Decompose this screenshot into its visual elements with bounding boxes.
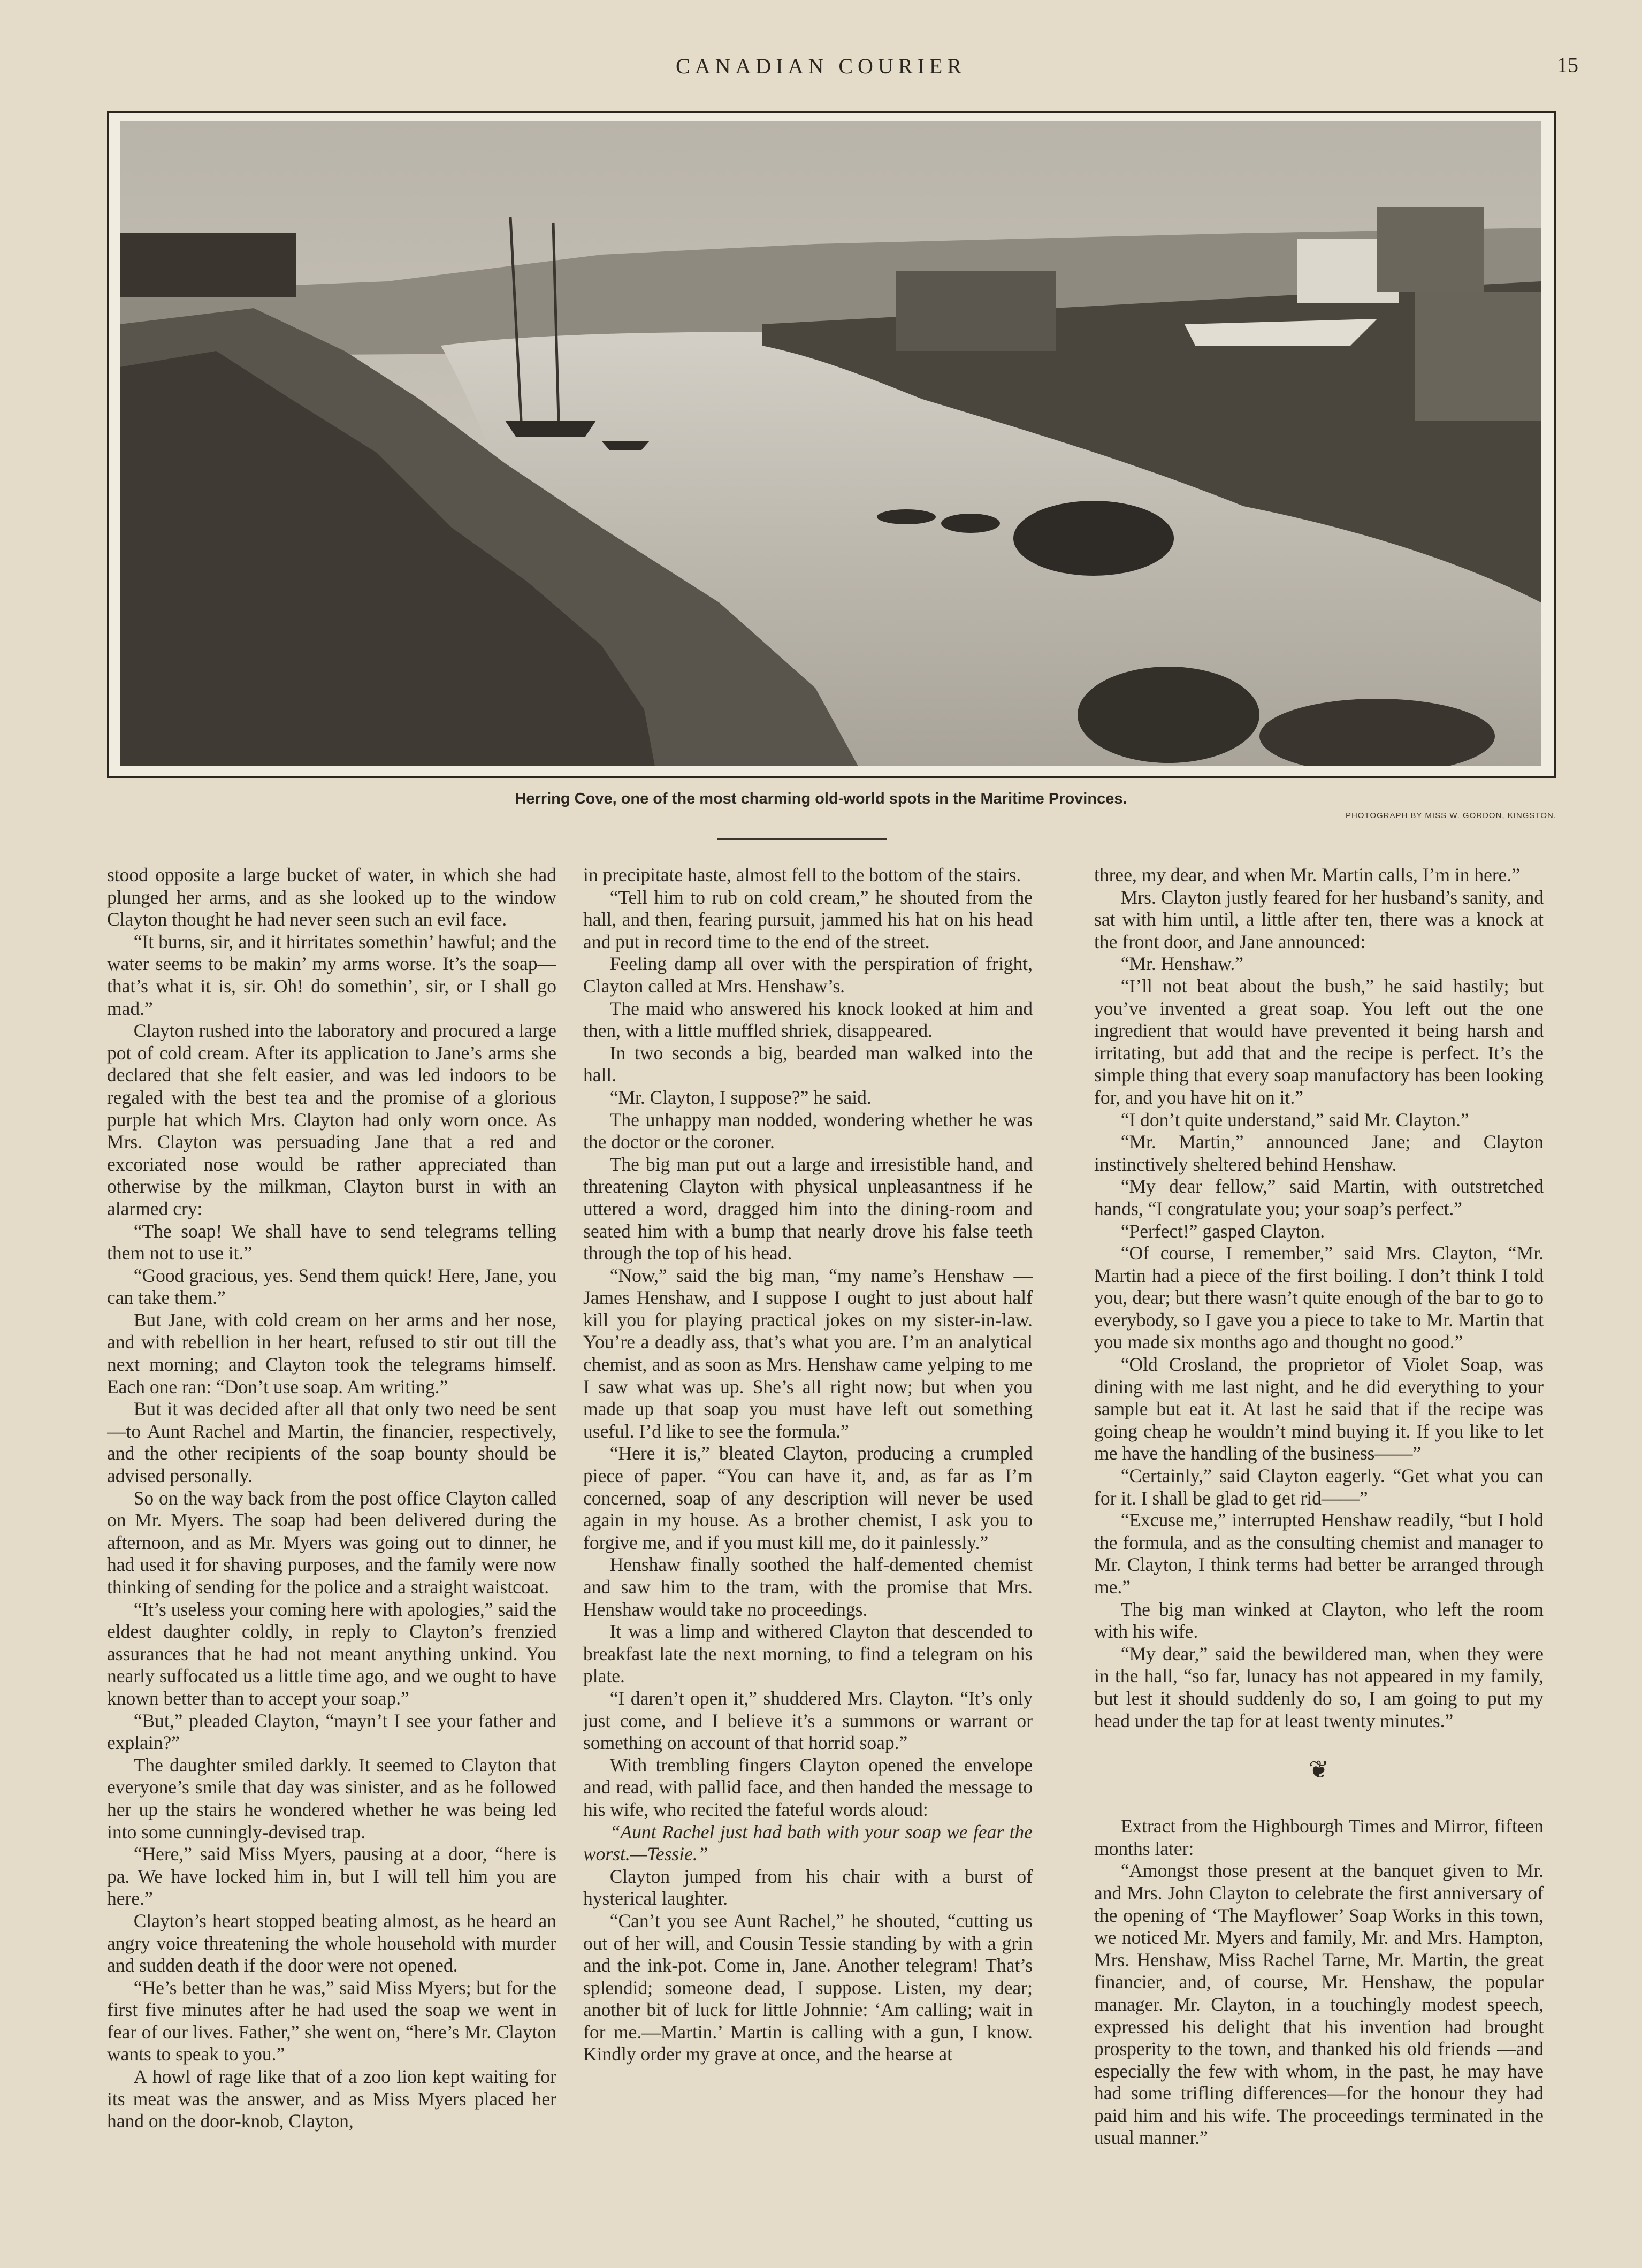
text-column-3: [1094, 864, 1544, 2234]
paragraph: Extract from the Highbourgh Times and Mirror, fifteen months later:: [1094, 1815, 1544, 1859]
paragraph: “Old Crosland, the proprietor of Violet Soap, was dining with me last night, and he did everything to your sample but eat it. At last he said that if the recipe was going cheap he wouldn’t mind buying it. If you like to let me have the handling of the business——”: [1094, 1354, 1544, 1464]
paragraph: “But,” pleaded Clayton, “mayn’t I see your father and explain?”: [107, 1709, 556, 1754]
paragraph: The daughter smiled darkly. It seemed to Clayton that everyone’s smile that day was sinister, and as he followed her up the stairs he wondered whether he was being led into some cunningly-devised trap.: [107, 1754, 556, 1843]
paragraph: The unhappy man nodded, wondering whether he was the doctor or the coroner.: [583, 1109, 1033, 1153]
harbour-photo-illustration: [120, 121, 1541, 766]
paragraph: The big man put out a large and irresistible hand, and threatening Clayton with physical unpleasantness if he uttered a word, dragged him into the dining-room and seated him with a bump that nearly drove his false teeth through the top of his head.: [583, 1153, 1033, 1264]
paragraph: “My dear fellow,” said Martin, with outstretched hands, “I congratulate you; your soap’s perfect.”: [1094, 1175, 1544, 1219]
paragraph: “I don’t quite understand,” said Mr. Clayton.”: [1120, 1109, 1469, 1131]
paragraph: “Good gracious, yes. Send them quick! Here, Jane, you can take them.”: [107, 1264, 556, 1309]
paragraph: “Now,” said the big man, “my name’s Henshaw —James Henshaw, and I suppose I ought to just about half kill you for playing practical jokes on my sister-in-law. You’re a deadly ass, that’s what you are. I’m an analytical chemist, and as soon as Mrs. Henshaw came yelping to me I saw what was up. She’s all right now; but when you made up that soap you must have left out something useful. I’d like to see the formula.”: [583, 1264, 1033, 1442]
paragraph: Clayton rushed into the laboratory and procured a large pot of cold cream. After its application to Jane’s arms she declared that she felt easier, and was led indoors to be regaled with the best tea and the promise of a glorious purple hat which Mrs. Clayton had only worn once. As Mrs. Clayton was persuading Jane that a red and excoriated nose would be rather appreciated than otherwise by the milkman, Clayton burst in with an alarmed cry:: [107, 1020, 556, 1219]
photo-caption: Herring Cove, one of the most charming old-world spots in the Maritime Provinces.: [515, 790, 1127, 807]
paragraph: “It burns, sir, and it hirritates somethin’ hawful; and the water seems to be makin’ my arms worse. It’s the soap—that’s what it is, sir. Oh! do somethin’, sir, or I shall go mad.”: [107, 930, 556, 1019]
paragraph: Mrs. Clayton justly feared for her husband’s sanity, and sat with him until, a little after ten, there was a knock at the front door, and Jane announced:: [1094, 886, 1544, 952]
paragraph: Feeling damp all over with the perspiration of fright, Clayton called at Mrs. Henshaw’s.: [583, 953, 1033, 997]
paragraph: Henshaw finally soothed the half-demented chemist and saw him to the tram, with the promise that Mrs. Henshaw would take no proceedings.: [583, 1554, 1033, 1620]
photo-frame: [107, 111, 1556, 778]
paragraph: “Certainly,” said Clayton eagerly. “Get what you can for it. I shall be glad to get rid——”: [1094, 1465, 1544, 1509]
paragraph: Clayton’s heart stopped beating almost, as he heard an angry voice threatening the whole household with murder and sudden death if the door were not opened.: [107, 1910, 556, 1976]
section-divider: [717, 838, 887, 840]
paragraph: The big man winked at Clayton, who left the room with his wife.: [1094, 1598, 1544, 1643]
paragraph: “It’s useless your coming here with apologies,” said the eldest daughter coldly, in reply to Clayton’s frenzied assurances that he had not meant anything unkind. You nearly suffocated us a little time ago, and we ought to have known better than to accept your soap.”: [107, 1598, 556, 1709]
paragraph: “Excuse me,” interrupted Henshaw readily, “but I hold the formula, and as the consulting chemist and manager to Mr. Clayton, I think terms had better be arranged through me.”: [1094, 1509, 1544, 1598]
paragraph: “Of course, I remember,” said Mrs. Clayton, “Mr. Martin had a piece of the first boiling. I don’t think I told you, dear; but there wasn’t quite enough of the bar to go to everybody, so I gave you a piece to take to Mr. Martin that you made six months ago and thought no good.”: [1094, 1242, 1544, 1353]
paragraph: “Here it is,” bleated Clayton, producing a crumpled piece of paper. “You can have it, and, as far as I’m concerned, soap of any description will never be used again in my house. As a brother chemist, I ask you to forgive me, and if you must kill me, do it painlessly.”: [583, 1442, 1033, 1553]
paragraph: A howl of rage like that of a zoo lion kept waiting for its meat was the answer, and as Miss Myers placed her hand on the door-knob, Clayton,: [107, 2066, 556, 2132]
paragraph: “He’s better than he was,” said Miss Myers; but for the first five minutes after he had used the soap we went in fear of our lives. Father,” she went on, “here’s Mr. Clayton wants to speak to you.”: [107, 1976, 556, 2065]
paragraph: The maid who answered his knock looked at him and then, with a little muffled shriek, disappeared.: [583, 997, 1033, 1042]
paragraph: in precipitate haste, almost fell to the bottom of the stairs.: [583, 864, 1021, 885]
paragraph: “Mr. Martin,” announced Jane; and Clayton instinctively sheltered behind Henshaw.: [1094, 1131, 1544, 1175]
paragraph: “Tell him to rub on cold cream,” he shouted from the hall, and then, fearing pursuit, jammed his hat on his head and put in record time to the end of the street.: [583, 886, 1033, 952]
section-break: [1094, 1752, 1544, 1788]
page-number: 15: [1557, 53, 1578, 77]
paragraph: But Jane, with cold cream on her arms and her nose, and with rebellion in her heart, refused to stir out till the next morning; and Clayton took the telegrams himself. Each one ran: “Don’t use soap. Am writing.”: [107, 1309, 556, 1398]
fleuron-ornament-icon: ❦: [1308, 1756, 1330, 1784]
photo-credit: PHOTOGRAPH BY MISS W. GORDON, KINGSTON.: [1345, 811, 1556, 820]
paragraph: “Mr. Henshaw.”: [1120, 953, 1244, 975]
paragraph: In two seconds a big, bearded man walked into the hall.: [583, 1042, 1033, 1086]
paragraph: So on the way back from the post office Clayton called on Mr. Myers. The soap had been delivered during the afternoon, and as Mr. Myers was going out to dinner, he had used it for shaving purposes, and the family were now thinking of sending for the police and a straight waistcoat.: [107, 1487, 556, 1598]
paragraph: three, my dear, and when Mr. Martin calls, I’m in here.”: [1094, 864, 1521, 885]
paragraph: “Mr. Clayton, I suppose?” he said.: [609, 1086, 872, 1108]
paragraph: “I’ll not beat about the bush,” he said hastily; but you’ve invented a great soap. You left out the one ingredient that would have prevented it being harsh and irritating, but add that and the recipe is perfect. It’s the simple thing that every soap manufactory has been looking for, and you have hit on it.”: [1094, 975, 1544, 1108]
harbour-photograph-image: [120, 121, 1541, 766]
masthead: CANADIAN COURIER: [676, 54, 966, 78]
paragraph: But it was decided after all that only two need be sent—to Aunt Rachel and Martin, the financier, respectively, and the other recipients of the soap bounty should be advised personally.: [107, 1398, 556, 1487]
paragraph: “I daren’t open it,” shuddered Mrs. Clayton. “It’s only just come, and I believe it’s a summons or warrant or something on account of that horrid soap.”: [583, 1687, 1033, 1754]
paragraph: “Perfect!” gasped Clayton.: [1120, 1220, 1325, 1242]
telegram-quote: “Aunt Rachel just had bath with your soap we fear the worst.—Tessie.”: [583, 1821, 1033, 1865]
paragraph: It was a limp and withered Clayton that descended to breakfast late the next morning, to find a telegram on his plate.: [583, 1621, 1033, 1687]
paragraph: “Here,” said Miss Myers, pausing at a door, “here is pa. We have locked him in, but I will tell him you are here.”: [107, 1843, 556, 1910]
paragraph: With trembling fingers Clayton opened the envelope and read, with pallid face, and then handed the message to his wife, who recited the fateful words aloud:: [583, 1754, 1033, 1820]
paragraph: stood opposite a large bucket of water, in which she had plunged her arms, and as she looked up to the window Clayton thought he had never seen such an evil face.: [107, 864, 556, 930]
paragraph: Clayton jumped from his chair with a burst of hysterical laughter.: [583, 1865, 1033, 1910]
text-column-1: [107, 864, 556, 2234]
paragraph: “The soap! We shall have to send telegrams telling them not to use it.”: [107, 1220, 556, 1264]
text-column-2: [583, 864, 1033, 2234]
paragraph: “Amongst those present at the banquet given to Mr. and Mrs. John Clayton to celebrate the first anniversary of the opening of ‘The Mayflower’ Soap Works in this town, we noticed Mr. Myers and family, Mr. and Mrs. Hampton, Mrs. Henshaw, Miss Rachel Tarne, Mr. Martin, the great financier, and, of course, Mr. Henshaw, the popular manager. Mr. Clayton, in a touchingly modest speech, expressed his delight that his invention had brought prosperity to the town, and thanked his old friends —and especially the few with whom, in the past, he may have had some trifling differences—for the honour they had paid him and his wife. The proceedings terminated in the usual manner.”: [1094, 1860, 1544, 2149]
paragraph: “My dear,” said the bewildered man, when they were in the hall, “so far, lunacy has not appeared in my family, but lest it should suddenly do so, I am going to put my head under the tap for at least twenty minutes.”: [1094, 1643, 1544, 1731]
paragraph: “Can’t you see Aunt Rachel,” he shouted, “cutting us out of her will, and Cousin Tessie standing by with a grin and the ink-pot. Come in, Jane. Another telegram! That’s splendid; someone dead, I suppose. Listen, my dear; another bit of luck for little Johnnie: ‘Am calling; wait in for me.—Martin.’ Martin is calling with a gun, I know. Kindly order my grave at once, and the hearse at: [583, 1910, 1033, 2065]
